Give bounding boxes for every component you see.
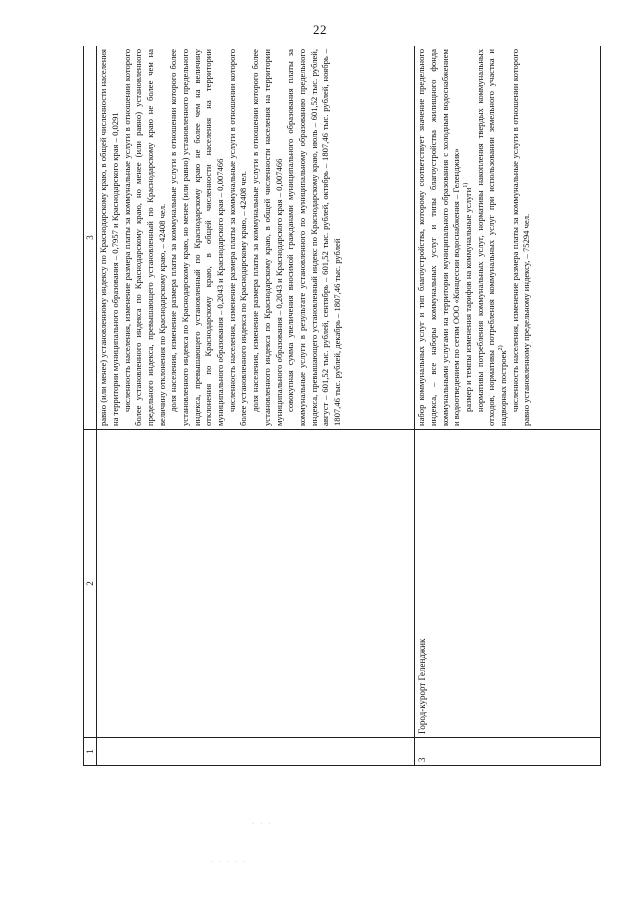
data-table <box>83 46 601 766</box>
scan-bleed-mark: · · · <box>252 820 273 828</box>
row2-paragraph: набор коммунальных услуг и тип благоустройства, которому соответствует значение предельного индекса, – все наборы коммунальных услуг и типы благоустройства жилищного фонда коммунальными услугами на территории муниципального образования с холодным водоснабжением и водоотведением по сетям ООО «Концессии водоснабжения – Геленджик» <box>416 49 462 426</box>
row2-details-cell <box>415 46 601 430</box>
scan-bleed-mark: · · · · · <box>210 858 247 866</box>
row1-paragraph: совокупная сумма увеличения вносимой гражданами муниципального образования платы за коммунальные услуги в результате установленного по муниципальному образованию предельного индекса, превышающего установленный индекс по Краснодарскому краю, июль – 601,52 тыс. рублей, август – 601,52 тыс. рублей, сентябрь – 601,52 тыс. рублей, октябрь – 1807,46 тыс. рублей, ноябрь – 1807,46 тыс. рублей, декабрь – 1807,46 тыс. рублей <box>285 49 342 426</box>
header-col-3: 3 <box>84 46 97 430</box>
row1-number-cell <box>97 738 415 766</box>
row2-number-cell: 3 <box>415 738 601 766</box>
header-col-2: 2 <box>84 430 97 738</box>
row2-municipality-cell: Город-курорт Геленджик <box>415 430 601 738</box>
table-row-continued <box>97 46 415 766</box>
row2-paragraph: численность населения, изменение размера платы за коммунальные услуги в отношении которого равно установленному предельному индексу, – 75294 чел. <box>509 49 532 426</box>
row1-details-cell <box>97 46 415 430</box>
row2-paragraph <box>463 49 475 426</box>
row1-paragraph: численность населения, изменение размера платы за коммунальные услуги в отношении которого более установленного индекса по Краснодарскому краю, но менее (или равно) установленного предельного индекса, превышающего установленный по Краснодарскому краю не более чем на величину отклонения по Краснодарскому краю, – 42408 чел. <box>121 49 167 426</box>
table-row-gelendzhik <box>415 46 601 766</box>
footnote-mark-1: 1) <box>463 182 470 188</box>
row1-paragraph: доля населения, изменение размера платы за коммунальные услуги в отношении которого более установленного индекса по Краснодарскому краю, в общей численности населения на территории муниципального образования – 0,2043 и Краснодарского края – 0,007466 <box>250 49 284 426</box>
row2-paragraph-text: размер и темпы изменения тарифов на коммунальные услуги <box>462 187 473 412</box>
row1-paragraph: доля населения, изменение размера платы за коммунальные услуги в отношении которого более установленного индекса по Краснодарскому краю, но менее (или равно) установленного предельного индекса, превышающего установленный по Краснодарскому краю не более чем на величину отклонения по Краснодарскому краю, в общей численности населения на территории муниципального образования – 0,2043 и Краснодарского края – 0,007466 <box>168 49 226 426</box>
rotated-table-frame <box>83 46 601 766</box>
header-col-1: 1 <box>84 738 97 766</box>
row2-paragraph <box>475 49 510 426</box>
footnote-mark-2: 2) <box>498 345 505 351</box>
row1-municipality-cell <box>97 430 415 738</box>
row1-paragraph: численность населения, изменение размера платы за коммунальные услуги в отношении которого более установленного индекса по Краснодарскому краю, – 42408 чел. <box>226 49 249 426</box>
page-number: 22 <box>313 22 327 37</box>
row1-paragraph: равно (или менее) установленному индексу по Краснодарскому краю, в общей численности населения на территории муниципального образования – 0,7957 и Краснодарского края – 0,0291 <box>98 49 120 426</box>
row2-paragraph-text: нормативы потребления коммунальных услуг, нормативы накопления твердых коммунальных отходов, нормативы потребления коммунальных услуг при использовании земельного участка и надворных построек <box>474 49 509 426</box>
table-header-row <box>84 46 97 766</box>
landscape-table-wrapper <box>83 46 601 766</box>
